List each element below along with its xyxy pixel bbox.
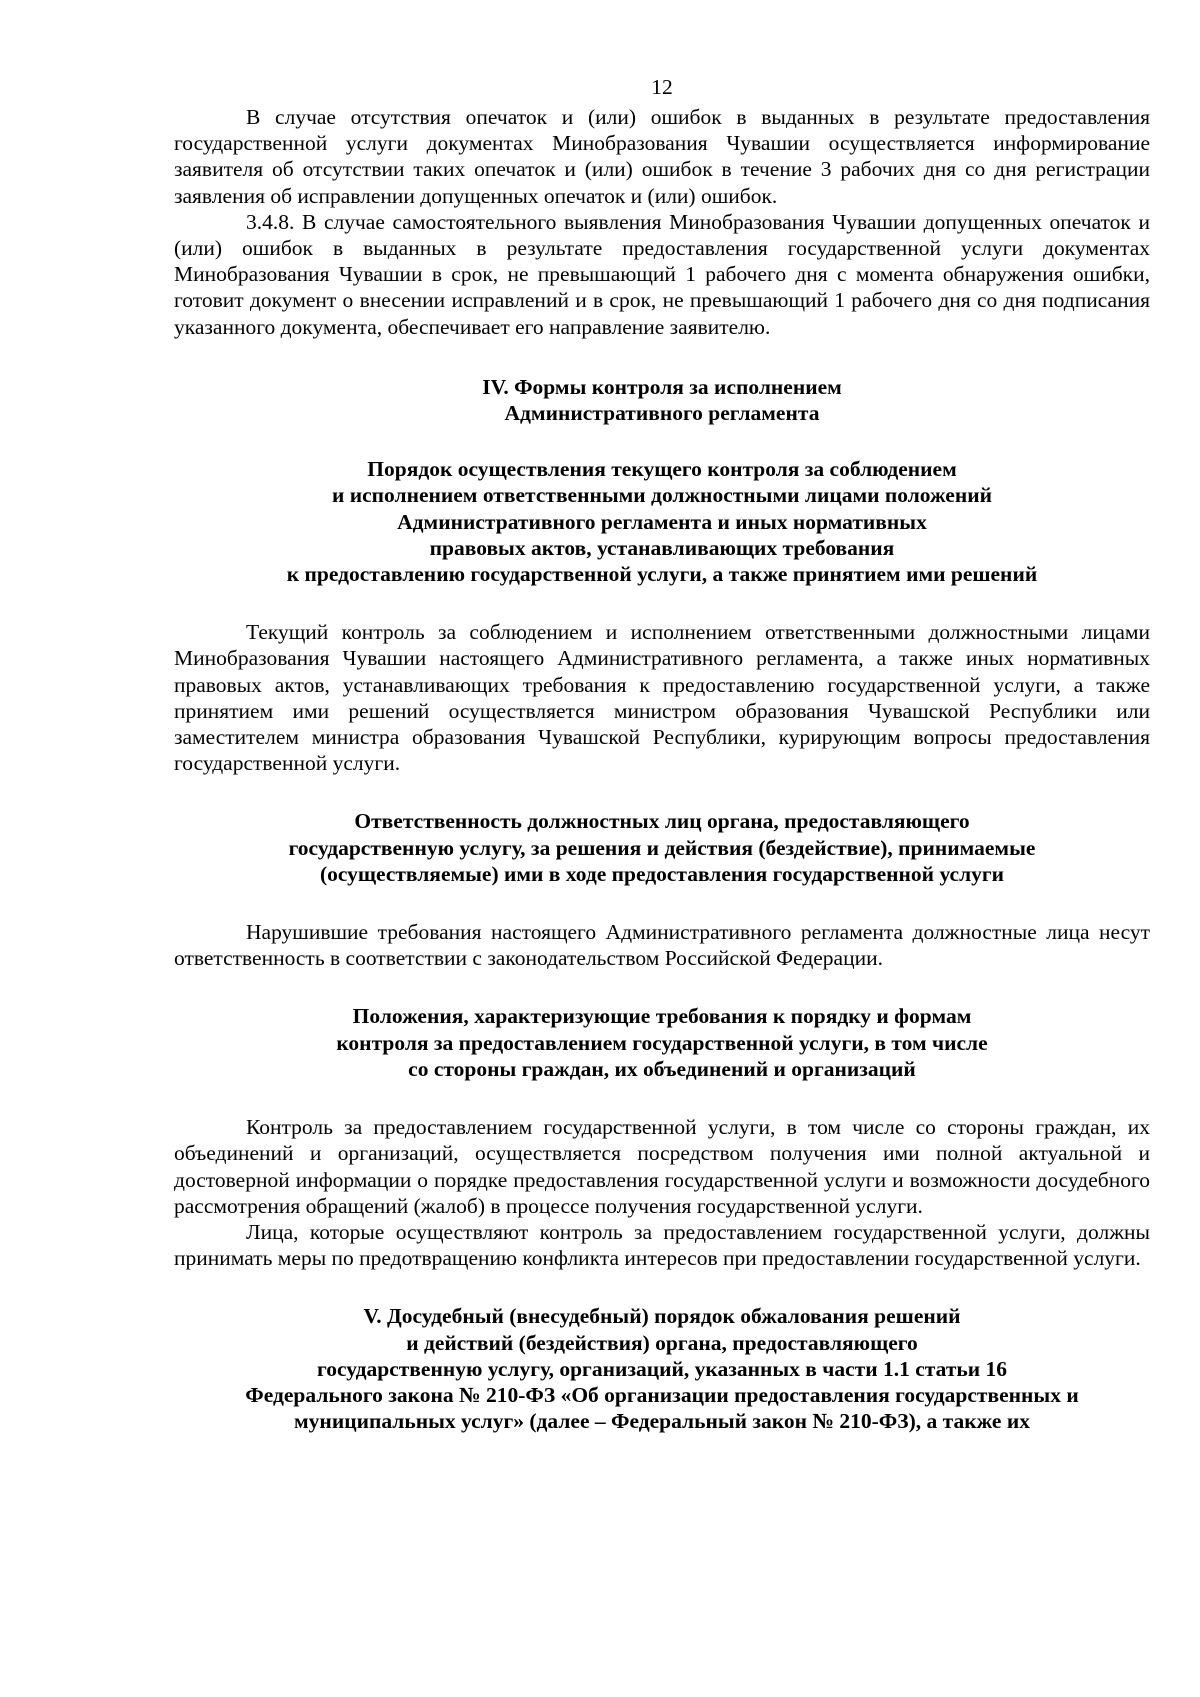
section-4-title-line: Административного регламента	[504, 401, 820, 426]
subheading-current-control	[174, 456, 1150, 587]
section-4-title	[174, 374, 1150, 426]
section-5-title-line: и действий (бездействия) органа, предоставляющего	[406, 1330, 918, 1355]
paragraph-current-control: Текущий контроль за соблюдением и исполнением ответственными должностными лицами Минобразования Чувашии настоящего Административного регламента, а также иных нормативных правовых актов, устанавливающих требования к предоставлению государственной услуги, а также принятием ими решений осуществляется министром образования Чувашской Республики или заместителем министра образования Чувашской Республики, курирующим вопросы предоставления государственной услуги.	[174, 620, 1150, 776]
subheading-line: государственную услугу, за решения и действия (бездействие), принимаемые	[288, 835, 1036, 860]
subheading-line: к предоставлению государственной услуги, а также принятием ими решений	[286, 562, 1038, 587]
section-5-title-line: V. Досудебный (внесудебный) порядок обжалования решений	[363, 1304, 961, 1329]
paragraph-conflict-of-interest: Лица, которые осуществляют контроль за предоставлением государственной услуги, должны принимать меры по предотвращению конфликта интересов при предоставлении государственной услуги.	[174, 1219, 1150, 1271]
section-5-title-line: Федерального закона № 210-ФЗ «Об организации предоставления государственных и муниципальных услуг» (далее – Федеральный закон № 210-ФЗ), а также их	[245, 1382, 1079, 1434]
subheading-line: контроля за предоставлением государственной услуги, в том числе	[336, 1030, 988, 1055]
subheading-responsibility	[174, 808, 1150, 887]
subheading-line: и исполнением ответственными должностными лицами положений	[331, 483, 993, 508]
paragraph-responsibility: Нарушившие требования настоящего Административного регламента должностные лица несут ответственность в соответствии с законодательством Российской Федерации.	[174, 920, 1150, 971]
paragraph-3-4-8: 3.4.8. В случае самостоятельного выявления Минобразования Чувашии допущенных опечаток и (или) ошибок в выданных в результате предоставления государственной услуги документах Минобразования Чувашии в срок, не превышающий 1 рабочего дня с момента обнаружения ошибки, готовит документ о внесении исправлений и в срок, не превышающий 1 рабочего дня со дня подписания указанного документа, обеспечивает его направление заявителю.	[174, 209, 1150, 339]
subheading-citizen-control	[174, 1003, 1150, 1082]
section-5-title	[174, 1303, 1150, 1434]
subheading-line: правовых актов, устанавливающих требования	[429, 535, 895, 560]
subheading-line: (осуществляемые) ими в ходе предоставления государственной услуги	[319, 861, 1005, 886]
paragraph-citizen-control: Контроль за предоставлением государственной услуги, в том числе со стороны граждан, их объединений и организаций, осуществляется посредством получения ими полной актуальной и достоверной информации о порядке предоставления государственной услуги и возможности досудебного рассмотрения обращений (жалоб) в процессе получения государственной услуги.	[174, 1115, 1150, 1218]
subheading-line: Положения, характеризующие требования к порядку и формам	[352, 1004, 972, 1029]
section-5-title-line: государственную услугу, организаций, указанных в части 1.1 статьи 16	[316, 1356, 1008, 1381]
section-4-title-line: IV. Формы контроля за исполнением	[482, 374, 842, 399]
page-number: 12	[651, 75, 673, 99]
subheading-line: Ответственность должностных лиц органа, предоставляющего	[354, 809, 970, 834]
document-page	[174, 74, 1150, 1434]
subheading-line: Административного регламента и иных нормативных	[397, 509, 927, 534]
paragraph-no-errors-info: В случае отсутствия опечаток и (или) ошибок в выданных в результате предоставления государственной услуги документах Минобразования Чувашии осуществляется информирование заявителя об отсутствии таких опечаток и (или) ошибок в течение 3 рабочих дня со дня регистрации заявления об исправлении допущенных опечаток и (или) ошибок.	[174, 105, 1150, 208]
subheading-line: Порядок осуществления текущего контроля за соблюдением	[367, 457, 957, 482]
subheading-line: со стороны граждан, их объединений и организаций	[408, 1056, 916, 1081]
